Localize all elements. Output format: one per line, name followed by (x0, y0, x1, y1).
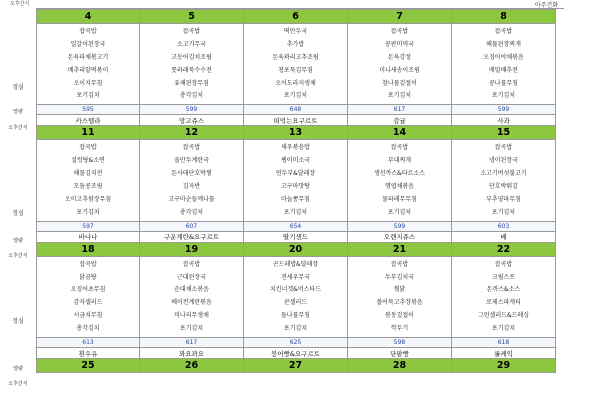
menu-item: 감자샐러드 (73, 299, 103, 307)
menu-item: 오이도라지생채 (275, 79, 316, 87)
menu-item: 청포묵김무침 (278, 66, 313, 74)
menu-item: 오징어야채볶음 (483, 53, 524, 61)
menu-item: 미니새송이조림 (379, 66, 420, 74)
calorie-label: 열량 (13, 366, 23, 372)
lunch-menu-cell (452, 140, 556, 221)
day-header: 20 (244, 242, 348, 256)
menu-item: 마늘쫑무침 (281, 195, 310, 203)
previous-snack-value: 아주건화 (534, 2, 558, 9)
lunch-menu-cell (140, 24, 244, 105)
calorie-cell: 595 (37, 105, 140, 115)
menu-item: 볼어묵고추장볶음 (376, 299, 423, 307)
lunch-menu-cell (348, 24, 452, 105)
day-header: 26 (140, 359, 244, 373)
menu-item: 김자반 (182, 183, 201, 191)
snack-cell: 바나나 (37, 231, 140, 242)
menu-item: 포기김치 (283, 208, 308, 216)
menu-item: 그린샐러드&드레싱 (477, 312, 530, 320)
menu-item: 물파래무무침 (382, 195, 417, 203)
calorie-cell: 617 (348, 105, 452, 115)
menu-item: 잡곡밥 (79, 28, 97, 35)
menu-item: 돈육꽈리고추조림 (272, 53, 319, 61)
menu-item: 떡만두국 (283, 28, 308, 35)
day-header: 22 (452, 242, 556, 256)
menu-item: 참나물겉절이 (382, 79, 417, 87)
snack-cell: 붕어빵&요구르트 (244, 348, 348, 359)
snack-label: 오후간식 (8, 381, 28, 387)
menu-item: 포기김치 (179, 325, 204, 333)
calorie-cell: 654 (244, 221, 348, 231)
menu-item: 돈까스&소스 (486, 286, 521, 294)
lunch-menu-cell (244, 140, 348, 221)
calorie-cell: 607 (140, 221, 244, 231)
menu-item: 잡곡밥 (390, 144, 409, 152)
menu-item: 돈육강정 (387, 53, 412, 61)
menu-item: 얼갈이된장국 (70, 40, 106, 48)
day-header: 14 (348, 126, 452, 140)
menu-item: 돌나물무침 (281, 312, 310, 320)
menu-item: 오이고추쌈장무침 (64, 195, 112, 203)
day-header: 15 (452, 126, 556, 140)
day-header: 8 (452, 10, 556, 24)
lunch-label: 정심 (12, 84, 24, 91)
menu-item: 포기김치 (76, 208, 100, 216)
lunch-label: 정심 (12, 210, 24, 217)
calorie-cell: 618 (452, 338, 556, 348)
meal-plan-table (36, 9, 556, 373)
lunch-menu-cell (37, 256, 140, 337)
menu-item: 시금치무침 (73, 312, 103, 320)
menu-item: 모듬콩조림 (73, 183, 103, 191)
menu-item: 설렁탕&소면 (71, 157, 105, 165)
calorie-cell: 599 (452, 105, 556, 115)
menu-item: 견새우무국 (281, 273, 310, 281)
calorie-cell: 617 (140, 338, 244, 348)
menu-item: 잡곡밥 (390, 28, 409, 35)
menu-item: 콩판미역국 (385, 40, 414, 48)
menu-item: 명엽채볶음 (385, 183, 414, 191)
menu-item: 연두부&달래장 (275, 170, 316, 178)
menu-item: 닭곰탕 (79, 273, 97, 281)
menu-item: 오이지무침 (73, 79, 103, 87)
snack-cell: 구운계란&요구르트 (140, 231, 244, 242)
menu-item: 총각김치 (179, 92, 204, 100)
lunch-label: 정심 (12, 318, 24, 325)
menu-item: 총각김치 (179, 208, 204, 216)
snack-cell: 꽈요꽈요 (140, 348, 244, 359)
day-header: 27 (244, 359, 348, 373)
menu-item: 두부김치국 (385, 273, 414, 281)
day-header: 5 (140, 10, 244, 24)
menu-item: 포기김치 (491, 325, 516, 333)
menu-item: 치킨너겟&머스타드 (269, 286, 322, 294)
day-header: 12 (140, 126, 244, 140)
day-header: 19 (140, 242, 244, 256)
lunch-menu-cell (348, 140, 452, 221)
menu-item: 잡곡밥 (182, 28, 201, 35)
calorie-cell: 613 (37, 338, 140, 348)
snack-cell: 흰우유 (37, 348, 140, 359)
calorie-cell: 599 (140, 105, 244, 115)
menu-item: 해물김치전 (73, 170, 103, 178)
menu-item: 소고기버섯불고기 (480, 170, 527, 178)
menu-item: 잡곡밥 (79, 260, 97, 268)
menu-item: 고구마순들깨나물 (168, 195, 215, 203)
snack-cell: 단팥빵 (348, 348, 452, 359)
menu-item: 깍두기 (390, 325, 409, 333)
snack-cell: 딸기샌드 (244, 231, 348, 242)
menu-item: 근대된장국 (177, 273, 206, 281)
menu-item: 포기김치 (283, 325, 308, 333)
menu-item: 돈사태단호박찜 (171, 170, 212, 178)
day-header: 7 (348, 10, 452, 24)
lunch-menu-cell (140, 256, 244, 337)
snack-cell: 사과 (452, 115, 556, 126)
snack-label: 오후간식 (8, 253, 28, 259)
menu-item: 포기김치 (491, 208, 516, 216)
day-header: 13 (244, 126, 348, 140)
snack-cell: 떠먹는요구르트 (244, 115, 348, 126)
menu-item: 메추리알떡볶이 (67, 66, 109, 74)
menu-item: 총각김치 (76, 325, 100, 333)
day-header: 25 (37, 359, 140, 373)
menu-item: 잡곡밥 (182, 144, 201, 152)
menu-item: 포기김치 (76, 92, 100, 100)
lunch-menu-cell (452, 24, 556, 105)
calorie-cell: 603 (452, 221, 556, 231)
day-header: 29 (452, 359, 556, 373)
menu-item: 돈육파채볶고기 (67, 53, 109, 61)
day-header: 21 (348, 242, 452, 256)
lunch-menu-cell (348, 256, 452, 337)
day-header: 28 (348, 359, 452, 373)
lunch-menu-cell (37, 24, 140, 105)
menu-item: 메밀배추전 (489, 66, 518, 74)
menu-item: 로제스파게티 (486, 299, 521, 307)
menu-item: 올만두계란국 (174, 157, 209, 165)
menu-item: 크림스프 (491, 273, 516, 281)
menu-item: 잡곡밥 (79, 144, 97, 152)
lunch-menu-cell (37, 140, 140, 221)
menu-item: 부대찌개 (387, 157, 412, 165)
previous-week-snack-row (10, 0, 564, 9)
menu-item: 찜닭 (393, 286, 406, 294)
calorie-cell: 625 (244, 338, 348, 348)
calorie-cell: 597 (37, 221, 140, 231)
menu-item: 잡곡밥 (494, 144, 513, 152)
snack-cell: 오렌지쥬스 (348, 231, 452, 242)
menu-item: 봄동겉절이 (385, 312, 414, 320)
menu-item: 팽이미소국 (281, 157, 310, 165)
menu-item: 콩나물무침 (489, 79, 518, 87)
day-header: 18 (37, 242, 140, 256)
menu-item: 톳파래묵수수전 (171, 66, 212, 74)
snack-cell: 감귤 (348, 115, 452, 126)
snack-cell: 망고쥬스 (140, 115, 244, 126)
lunch-menu-cell (244, 256, 348, 337)
menu-item: 포기김치 (491, 92, 516, 100)
menu-item: 잡곡밥 (494, 260, 513, 268)
day-header: 11 (37, 126, 140, 140)
menu-item: 베이컨계란볶음 (171, 299, 212, 307)
calorie-cell: 598 (348, 338, 452, 348)
menu-item: 부추양파무침 (486, 195, 521, 203)
calorie-cell: 599 (348, 221, 452, 231)
snack-cell: 롤케익 (452, 348, 556, 359)
calorie-label: 열량 (13, 109, 23, 115)
snack-label: 오후간식 (8, 125, 28, 131)
menu-item: 콘샐러드 (283, 299, 308, 307)
previous-snack-label: 오후간식 (10, 1, 30, 7)
menu-item: 곤드레밥&달래장 (272, 260, 319, 268)
lunch-menu-cell (140, 140, 244, 221)
menu-item: 단호박튀김 (489, 183, 518, 191)
menu-item: 고등어김치조림 (171, 53, 212, 61)
calorie-cell: 648 (244, 105, 348, 115)
menu-item: 생선까스&타르소스 (373, 170, 426, 178)
menu-item: 포기김치 (283, 92, 308, 100)
lunch-menu-cell (452, 256, 556, 337)
menu-item: 소고기무국 (177, 40, 206, 48)
snack-cell: 카스텔라 (37, 115, 140, 126)
menu-item: 잡곡밥 (182, 260, 201, 268)
menu-item: 잡곡밥 (494, 28, 513, 35)
menu-item: 미나리무생채 (174, 312, 209, 320)
menu-item: 순대채소볶음 (174, 286, 209, 294)
snack-cell: 배 (452, 231, 556, 242)
menu-item: 포기김치 (387, 92, 412, 100)
menu-item: 포기김치 (387, 208, 412, 216)
menu-item: 추가밥 (286, 40, 305, 48)
menu-item: 오징어초무침 (70, 286, 106, 294)
calorie-label: 열량 (13, 238, 23, 244)
day-header: 4 (37, 10, 140, 24)
menu-item: 잡곡밥 (390, 260, 409, 268)
menu-item: 냉이된장국 (489, 157, 518, 165)
menu-item: 고구마맛탕 (281, 183, 310, 191)
menu-item: 새우볶음밥 (281, 144, 310, 152)
menu-item: 유채된장무침 (174, 79, 209, 87)
lunch-menu-cell (244, 24, 348, 105)
day-header: 6 (244, 10, 348, 24)
menu-item: 해물된장찌개 (486, 40, 521, 48)
